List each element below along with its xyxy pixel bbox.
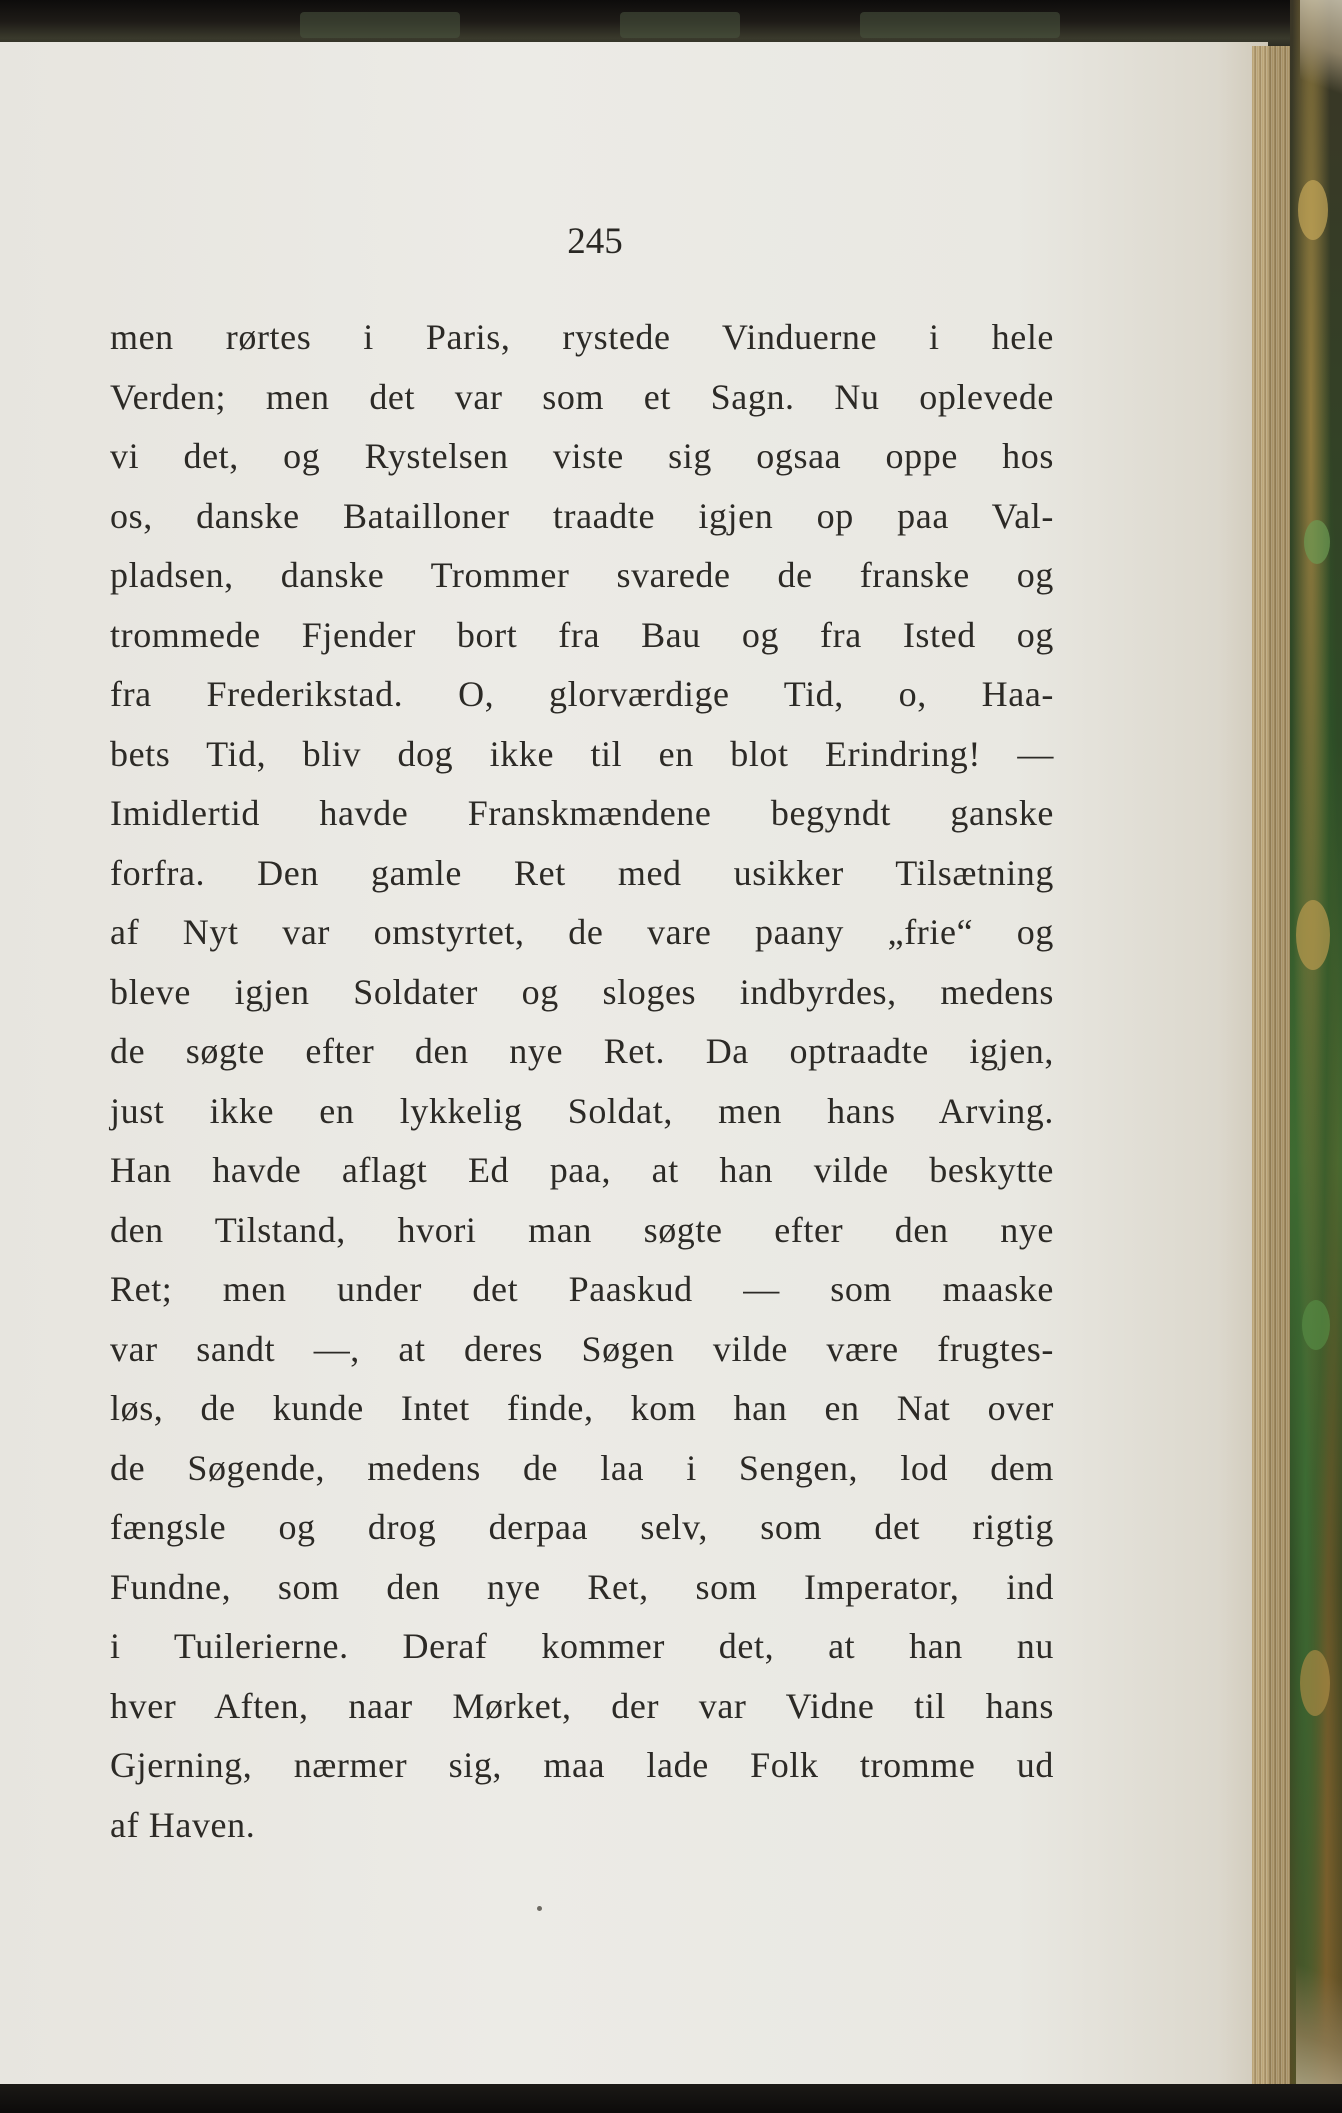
text-line: vi det, og Rystelsen viste sig ogsaa oppe hos [110,436,1054,476]
text-line: af Nyt var omstyrtet, de vare paany „frie“ og [110,912,1054,952]
text-line: de søgte efter den nye Ret. Da optraadte igjen, [110,1031,1054,1071]
cover-marbling [1298,180,1328,240]
text-line: fængsle og drog derpaa selv, som det rigtig [110,1507,1054,1547]
text-line: den Tilstand, hvori man søgte efter den nye [110,1209,1054,1250]
text-line: trommede Fjender bort fra Bau og fra Isted og [110,614,1054,655]
text-line: Han havde aflagt Ed paa, at han vilde beskytte [110,1150,1054,1190]
text-line: fra Frederikstad. O, glorværdige Tid, o, Haa- [110,674,1054,714]
cover-marbling [1302,1300,1330,1350]
text-line: i Tuilerierne. Deraf kommer det, at han nu [110,1626,1054,1666]
top-binding-edge [0,0,1342,48]
text-line: Fundne, som den nye Ret, som Imperator, ind [110,1566,1054,1607]
text-line: Ret; men under det Paaskud — som maaske [110,1269,1054,1309]
text-line: os, danske Batailloner traadte igjen op paa Val- [110,495,1054,536]
text-line: løs, de kunde Intet finde, kom han en Nat over [110,1388,1054,1428]
text-line: Imidlertid havde Franskmændene begyndt ganske [110,793,1054,833]
binding-mottle [620,12,740,38]
text-line: hver Aften, naar Mørket, der var Vidne til hans [110,1685,1054,1726]
binding-mottle [300,12,460,38]
page-edges [1252,46,1292,2086]
cover-marbling [1304,520,1330,564]
cover-corner-top [1300,0,1342,120]
text-line: just ikke en lykkelig Soldat, men hans Arving. [110,1090,1054,1131]
cover-marbling [1300,1650,1330,1716]
text-line: bleve igjen Soldater og sloges indbyrdes, medens [110,971,1054,1012]
binding-mottle [860,12,1060,38]
marbled-cover [1290,0,1342,2113]
text-line: pladsen, danske Trommer svarede de franske og [110,555,1054,595]
bottom-edge [0,2084,1342,2113]
body-text [110,308,1054,1855]
text-line: Verden; men det var som et Sagn. Nu oplevede [110,376,1054,417]
text-line: var sandt —, at deres Søgen vilde være frugtes- [110,1328,1054,1369]
page-number: 245 [567,221,623,262]
text-line: Gjerning, nærmer sig, maa lade Folk tromme ud [110,1745,1054,1785]
text-line: de Søgende, medens de laa i Sengen, lod dem [110,1447,1054,1488]
text-line: forfra. Den gamle Ret med usikker Tilsætning [110,852,1054,893]
text-line: bets Tid, bliv dog ikke til en blot Erindring! — [110,733,1054,774]
text-line: men rørtes i Paris, rystede Vinduerne i hele [110,317,1054,357]
text-line: af Haven. [110,1804,256,1845]
cover-marbling [1296,900,1330,970]
ink-speck [537,1906,542,1911]
